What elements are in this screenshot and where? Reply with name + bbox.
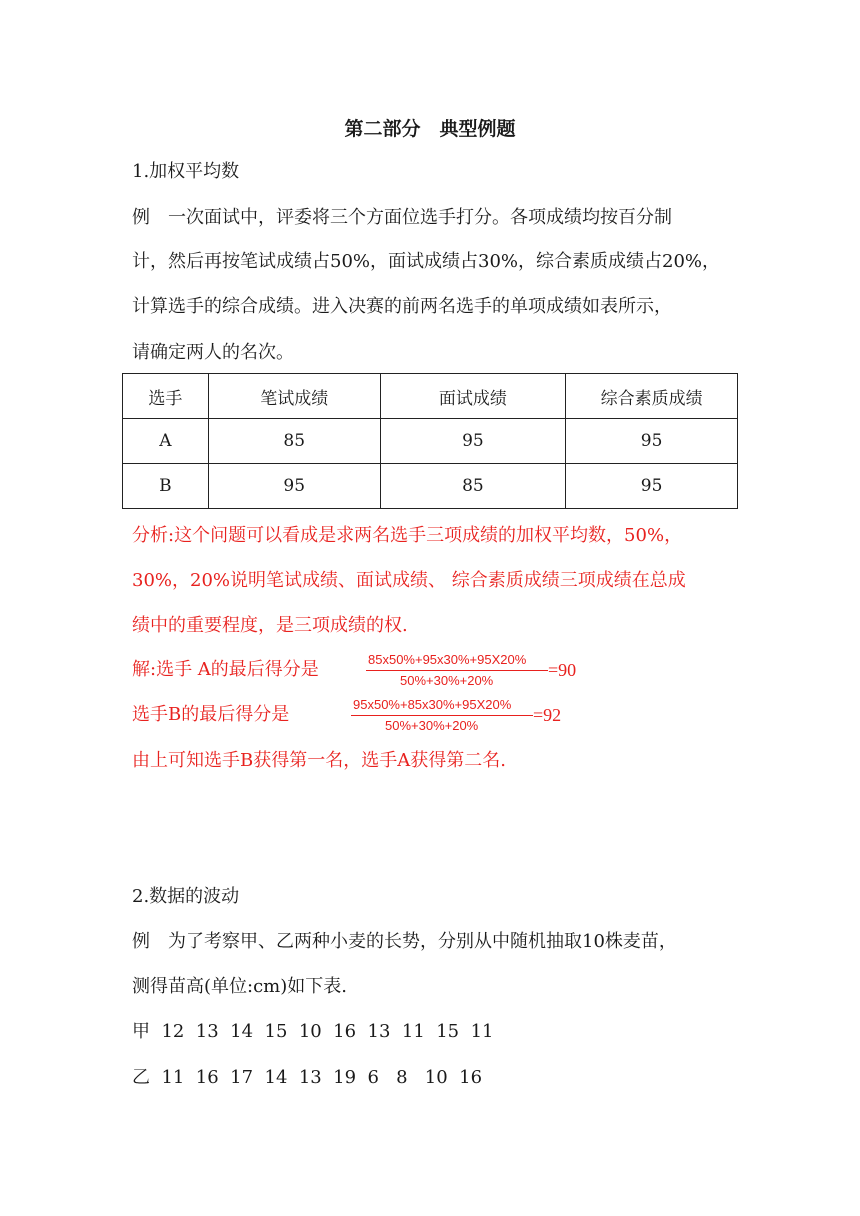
table-cell: B: [123, 464, 209, 509]
fraction-denominator: 50%+30%+20%: [385, 718, 479, 733]
fraction-numerator: 85x50%+95x30%+95X20%: [368, 652, 527, 667]
table-cell: 95: [208, 464, 380, 509]
analysis-line-2: 30%，20%说明笔试成绩、面试成绩、 综合素质成绩三项成绩在总成: [132, 570, 686, 591]
problem-text-line-4: 请确定两人的名次。: [132, 342, 294, 363]
fraction-denominator: 50%+30%+20%: [400, 673, 494, 688]
page-title: 第二部分 典型例题: [344, 118, 516, 140]
solution-b-label: 选手B的最后得分是: [132, 704, 290, 725]
problem-text-line-2: 计，然后再按笔试成绩占50%，面试成绩占30%，综合素质成绩占20%，: [132, 251, 721, 272]
table-cell: 85: [380, 464, 566, 509]
table-header-row: [123, 374, 738, 419]
table-header-cell: 综合素质成绩: [566, 374, 738, 419]
table-row: [123, 419, 738, 464]
section-heading-weighted-mean: 1.加权平均数: [132, 161, 240, 182]
conclusion-text: 由上可知选手B获得第一名，选手A获得第二名.: [132, 750, 506, 771]
table-cell: A: [123, 419, 209, 464]
problem-text-line-1: 例 一次面试中，评委将三个方面位选手打分。各项成绩均按百分制: [132, 207, 672, 228]
fraction-bar: [351, 715, 533, 716]
table-cell: 95: [566, 464, 738, 509]
problem-text-line-1: 例 为了考察甲、乙两种小麦的长势，分别从中随机抽取10株麦苗，: [132, 931, 677, 952]
data-row-jia: 甲 12 13 14 15 10 16 13 11 15 11: [132, 1021, 494, 1042]
section-heading-data-fluctuation: 2.数据的波动: [132, 886, 240, 907]
table-cell: 95: [380, 419, 566, 464]
analysis-line-1: 分析:这个问题可以看成是求两名选手三项成绩的加权平均数，50%，: [132, 525, 683, 546]
table-header-cell: 面试成绩: [380, 374, 566, 419]
score-table: [122, 373, 738, 509]
problem-text-line-2: 测得苗高(单位:cm)如下表.: [132, 976, 347, 997]
fraction-bar: [366, 670, 548, 671]
table-header-cell: 笔试成绩: [208, 374, 380, 419]
problem-text-line-3: 计算选手的综合成绩。进入决赛的前两名选手的单项成绩如表所示，: [132, 296, 672, 317]
table-cell: 95: [566, 419, 738, 464]
analysis-line-3: 绩中的重要程度，是三项成绩的权.: [132, 615, 408, 636]
table-cell: 85: [208, 419, 380, 464]
table-row: [123, 464, 738, 509]
fraction-result: =90: [548, 660, 577, 680]
solution-a-label: 解:选手 A的最后得分是: [132, 659, 319, 680]
fraction-result: =92: [533, 705, 562, 725]
fraction-numerator: 95x50%+85x30%+95X20%: [353, 697, 512, 712]
table-header-cell: 选手: [123, 374, 209, 419]
data-row-yi: 乙 11 16 17 14 13 19 6 8 10 16: [132, 1067, 483, 1088]
